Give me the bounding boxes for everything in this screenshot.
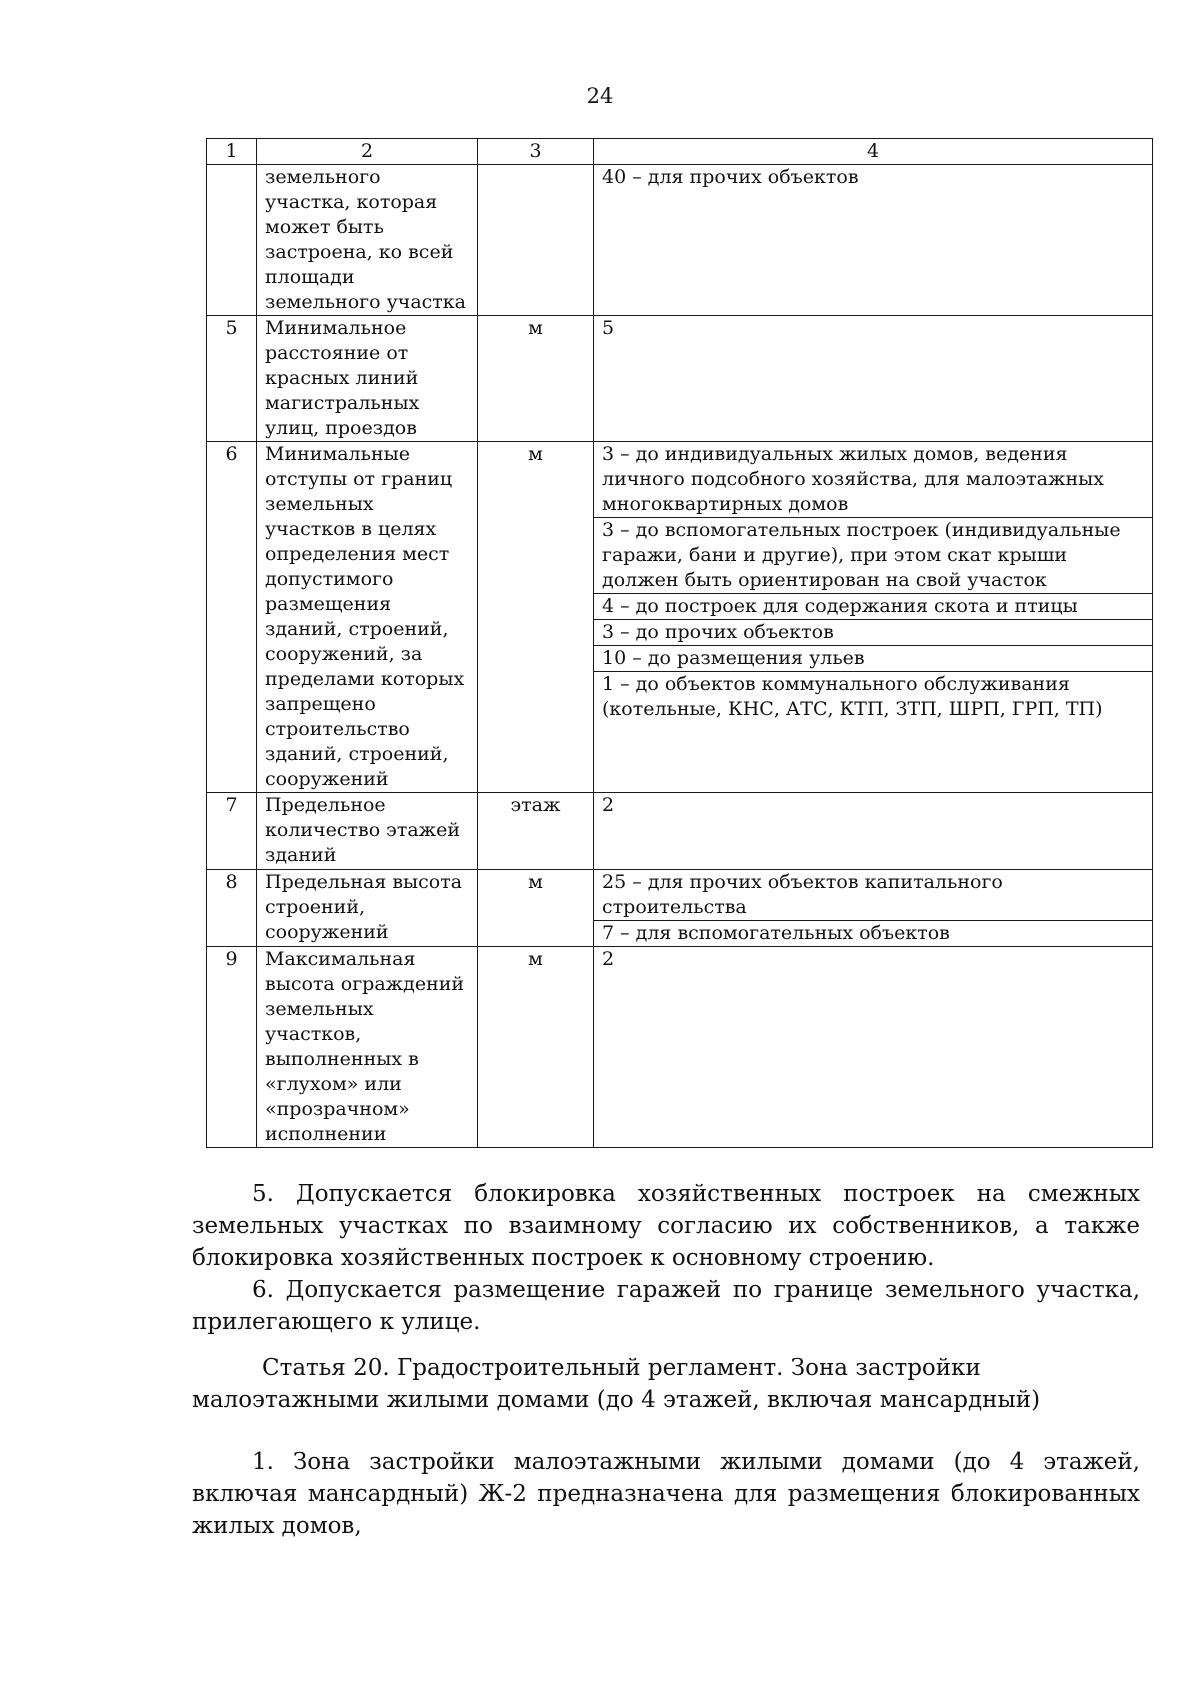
row-number: 5 bbox=[207, 316, 257, 442]
table-row bbox=[207, 947, 1153, 1148]
value-cell: 5 bbox=[594, 316, 1153, 442]
value-line: 3 – до вспомогательных построек (индивидуальные гаражи, бани и другие), при этом скат крыши должен быть ориентирован на свой участок bbox=[594, 518, 1152, 594]
table-row bbox=[207, 316, 1153, 442]
parameter-cell: Предельная высота строений, сооружений bbox=[257, 870, 478, 947]
body-text-block bbox=[192, 1178, 1140, 1338]
value-cell: 2 bbox=[594, 947, 1153, 1148]
paragraph-5: 5. Допускается блокировка хозяйственных построек на смежных земельных участках по взаимному согласию их собственников, а также блокировка хозяйственных построек к основному строению. bbox=[192, 1181, 1140, 1271]
parameter-cell: Предельное количество этажей зданий bbox=[257, 793, 478, 870]
value-line: 25 – для прочих объектов капитального строительства bbox=[594, 870, 1152, 921]
header-cell: 3 bbox=[478, 139, 594, 165]
value-line: 4 – до построек для содержания скота и птицы bbox=[594, 594, 1152, 620]
value-cell: 40 – для прочих объектов bbox=[594, 165, 1153, 316]
value-line: 3 – до индивидуальных жилых домов, ведения личного подсобного хозяйства, для малоэтажных многоквартирных домов bbox=[594, 442, 1152, 518]
value-line: 3 – до прочих объектов bbox=[594, 620, 1152, 646]
table-row bbox=[207, 870, 1153, 947]
value-line: 7 – для вспомогательных объектов bbox=[602, 922, 950, 944]
table-row bbox=[207, 793, 1153, 870]
table-header-row bbox=[207, 139, 1153, 165]
unit-cell: этаж bbox=[478, 793, 594, 870]
regulation-table bbox=[206, 138, 1153, 1148]
article-body-block bbox=[192, 1446, 1140, 1542]
value-line: 1 – до объектов коммунального обслуживания (котельные, КНС, АТС, КТП, ЗТП, ШРП, ГРП, ТП) bbox=[602, 673, 1103, 720]
unit-cell: м bbox=[478, 870, 594, 947]
unit-cell: м bbox=[478, 442, 594, 793]
parameter-cell: Минимальные отступы от границ земельных участков в целях определения мест допустимого размещения зданий, строений, сооружений, за пределами которых запрещено строительство зданий, строений, сооружений bbox=[257, 442, 478, 793]
row-number: 9 bbox=[207, 947, 257, 1148]
paragraph-1: 1. Зона застройки малоэтажными жилыми домами (до 4 этажей, включая мансардный) Ж-2 предназначена для размещения блокированных жилых домов, bbox=[192, 1449, 1140, 1539]
unit-cell: м bbox=[478, 947, 594, 1148]
row-number: 6 bbox=[207, 442, 257, 793]
unit-cell: м bbox=[478, 316, 594, 442]
row-number: 7 bbox=[207, 793, 257, 870]
header-cell: 1 bbox=[207, 139, 257, 165]
parameter-cell: Минимальное расстояние от красных линий магистральных улиц, проездов bbox=[257, 316, 478, 442]
row-number: 8 bbox=[207, 870, 257, 947]
value-cell-group bbox=[594, 442, 1153, 793]
row-number bbox=[207, 165, 257, 316]
unit-cell bbox=[478, 165, 594, 316]
parameter-cell: земельного участка, которая может быть застроена, ко всей площади земельного участка bbox=[257, 165, 478, 316]
table-row bbox=[207, 165, 1153, 316]
header-cell: 2 bbox=[257, 139, 478, 165]
parameter-cell: Максимальная высота ограждений земельных участков, выполненных в «глухом» или «прозрачном» исполнении bbox=[257, 947, 478, 1148]
table-row bbox=[207, 442, 1153, 793]
value-cell: 2 bbox=[594, 793, 1153, 870]
value-line: 10 – до размещения ульев bbox=[594, 646, 1152, 672]
page-number: 24 bbox=[586, 84, 614, 108]
article-heading-block bbox=[192, 1352, 1140, 1416]
header-cell: 4 bbox=[594, 139, 1153, 165]
paragraph-6: 6. Допускается размещение гаражей по границе земельного участка, прилегающего к улице. bbox=[192, 1277, 1140, 1335]
value-cell-group bbox=[594, 870, 1153, 947]
article-heading: Статья 20. Градостроительный регламент. Зона застройки малоэтажными жилыми домами (до 4 этажей, включая мансардный) bbox=[192, 1355, 1041, 1413]
